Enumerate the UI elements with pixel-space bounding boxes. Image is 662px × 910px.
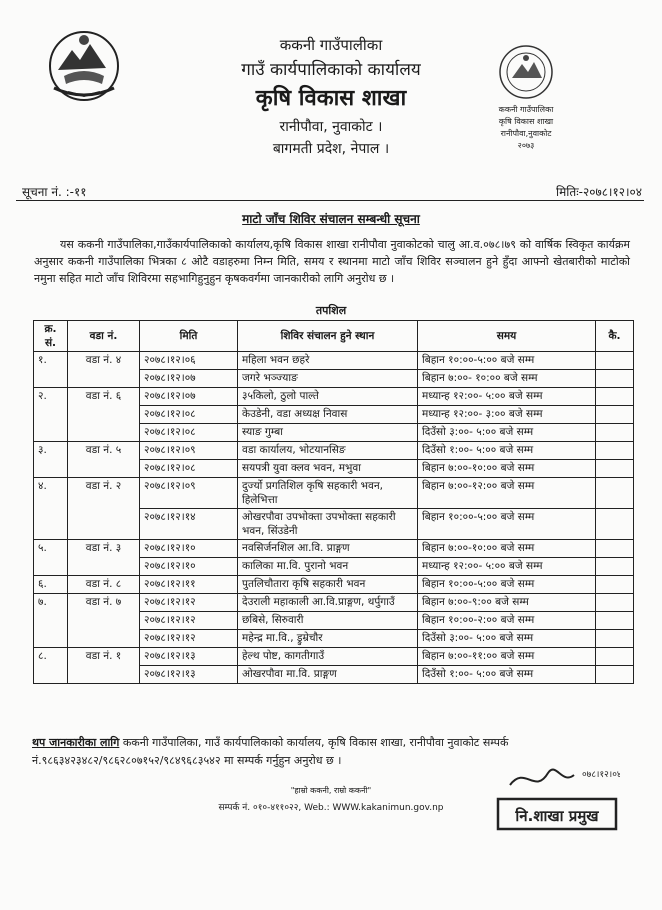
table-row	[34, 388, 634, 406]
cell-location: कालिका मा.वि. पुरानो भवन	[238, 558, 418, 576]
cell-date: २०७८।१२।१२	[140, 630, 238, 648]
cell-sn: ४.	[34, 478, 68, 540]
table-body	[34, 352, 634, 684]
seal-text-3: रानीपौवा,नुवाकोट	[500, 129, 552, 138]
header-date: मिति	[140, 321, 238, 352]
cell-time: बिहान १०:००-२:०० बजे सम्म	[418, 612, 596, 630]
cell-sn: ७.	[34, 594, 68, 648]
cell-remarks	[596, 460, 634, 478]
address-line: रानीपौवा, नुवाकोट ।	[279, 119, 383, 135]
cell-location: महेन्द्र मा.वि., ड्रुम्रेचौर	[238, 630, 418, 648]
cell-sn: ६.	[34, 576, 68, 594]
cell-time: बिहान १०:००-५:०० बजे सम्म	[418, 576, 596, 594]
cell-remarks	[596, 424, 634, 442]
cell-remarks	[596, 594, 634, 612]
cell-time: मध्यान्ह १२:००- ५:०० बजे सम्म	[418, 388, 596, 406]
cell-date: २०७८।१२।०७	[140, 370, 238, 388]
cell-date: २०७८।१२।११	[140, 576, 238, 594]
header-sn: क्र. सं.	[34, 321, 68, 352]
cell-date: २०७८।१२।०८	[140, 460, 238, 478]
cell-date: २०७८।१२।१२	[140, 612, 238, 630]
table-header-row	[34, 321, 634, 352]
table-row	[34, 576, 634, 594]
cell-location: जगरे भञ्ज्याङ	[238, 370, 418, 388]
cell-time: मध्यान्ह १२:००- ५:०० बजे सम्म	[418, 558, 596, 576]
cell-ward: वडा नं. २	[68, 478, 140, 540]
cell-remarks	[596, 388, 634, 406]
cell-remarks	[596, 509, 634, 540]
table-row	[34, 352, 634, 370]
cell-date: २०७८।१२।०९	[140, 478, 238, 509]
cell-location: छबिसे, सिरुवारी	[238, 612, 418, 630]
cell-ward: वडा नं. ५	[68, 442, 140, 478]
cell-location: केउडेनी, वडा अध्यक्ष निवास	[238, 406, 418, 424]
cell-location: ओखरपौवा उपभोक्ता उपभोक्ता सहकारी भवन, सिंउडेनी	[238, 509, 418, 540]
cell-remarks	[596, 478, 634, 509]
cell-remarks	[596, 648, 634, 666]
cell-time: बिहान ७:००- १०:०० बजे सम्म	[418, 370, 596, 388]
signature-title: नि.शाखा प्रमुख	[515, 807, 599, 825]
table-row	[34, 540, 634, 558]
cell-location: महिला भवन छहरे	[238, 352, 418, 370]
table-row	[34, 648, 634, 666]
notice-number: सूचना नं. :-११	[22, 185, 87, 199]
cell-location: ओखरपौवा मा.वि. प्राङ्गण	[238, 666, 418, 684]
municipality-name: ककनी गाउँपालीका	[279, 36, 383, 54]
cell-date: २०७८।१२।१२	[140, 594, 238, 612]
cell-time: बिहान १०:००-५:०० बजे सम्म	[418, 509, 596, 540]
cell-date: २०७८।१२।१३	[140, 648, 238, 666]
cell-time: बिहान ७:००-१२:०० बजे सम्म	[418, 478, 596, 509]
province-line: बागमती प्रदेश, नेपाल ।	[272, 141, 390, 157]
cell-time: दिउँसो १:००- ५:०० बजे सम्म	[418, 442, 596, 460]
cell-remarks	[596, 558, 634, 576]
cell-time: दिउँसो १:००- ५:०० बजे सम्म	[418, 666, 596, 684]
cell-date: २०७८।१२।०७	[140, 388, 238, 406]
cell-location: वडा कार्यालय, भोटयानसिङ	[238, 442, 418, 460]
cell-time: मध्यान्ह १२:००- ३:०० बजे सम्म	[418, 406, 596, 424]
cell-sn: ८.	[34, 648, 68, 684]
header-divider	[16, 200, 644, 201]
cell-location: देउराली महाकाली आ.वि.प्राङ्गण, थर्पुगाउँ	[238, 594, 418, 612]
header-ward: वडा नं.	[68, 321, 140, 352]
table-row	[34, 442, 634, 460]
notice-body: यस ककनी गाउँपालिका,गाउँकार्यपालिकाको कार्यालय,कृषि विकास शाखा रानीपौवा नुवाकोटको चालु आ.व.०७८।७९ को वार्षिक स्विकृत कार्यक्रम अनुसार ककनी गाउँपालिका भित्रका ८ ओटै वडाहरुमा निम्न मिति, समय र स्थानमा माटो जाँच शिविर सञ्चालन हुने हुँदा आफ्नो खेतबारीको माटोको नमुना सहित माटो जाँच शिविरमा सहभागिहुनुहुन कृषकवर्गमा जानकारीको लागि अनुरोध छ ।	[34, 238, 630, 285]
seal-year: २०७३	[517, 141, 535, 150]
cell-remarks	[596, 630, 634, 648]
cell-ward: वडा नं. ४	[68, 352, 140, 388]
cell-remarks	[596, 352, 634, 370]
cell-ward: वडा नं. ७	[68, 594, 140, 648]
cell-location: सयपत्री युवा क्लव भवन, मभुवा	[238, 460, 418, 478]
cell-location: स्याङ गुम्बा	[238, 424, 418, 442]
cell-sn: ३.	[34, 442, 68, 478]
footer-slogan: "हाम्रो ककनी, राम्रो ककनी"	[290, 786, 372, 795]
section-name: कृषि विकास शाखा	[255, 86, 407, 111]
cell-location: पुतलिचौतारा कृषि सहकारी भवन	[238, 576, 418, 594]
cell-time: बिहान ७:००-९:०० बजे सम्म	[418, 594, 596, 612]
cell-sn: ५.	[34, 540, 68, 576]
seal-text-2: कृषि विकास शाखा	[498, 117, 554, 126]
cell-location: दुर्ज्यो प्रगतिशिल कृषि सहकारी भवन, हिलेभित्ता	[238, 478, 418, 509]
seal-text-1: ककनी गाउँपालिका	[498, 105, 554, 114]
table-row	[34, 594, 634, 612]
cell-time: दिउँसो ३:००- ५:०० बजे सम्म	[418, 424, 596, 442]
cell-date: २०७८।१२।१०	[140, 540, 238, 558]
cell-remarks	[596, 442, 634, 460]
cell-ward: वडा नं. ६	[68, 388, 140, 442]
footer-contact: सम्पर्क नं. ०१०-४११०२२, Web.: WWW.kakanimun.gov.np	[218, 803, 444, 813]
cell-date: २०७८।१२।०६	[140, 352, 238, 370]
cell-ward: वडा नं. १	[68, 648, 140, 684]
cell-remarks	[596, 540, 634, 558]
cell-date: २०७८।१२।१३	[140, 666, 238, 684]
notice-subject: माटो जाँच शिविर संचालन सम्बन्धी सूचना	[242, 212, 420, 226]
cell-remarks	[596, 612, 634, 630]
cell-ward: वडा नं. ३	[68, 540, 140, 576]
cell-date: २०७८।१२।०८	[140, 406, 238, 424]
cell-date: २०७८।१२।१०	[140, 558, 238, 576]
header-location: शिविर संचालन हुने स्थान	[238, 321, 418, 352]
cell-time: बिहान ७:००-१०:०० बजे सम्म	[418, 460, 596, 478]
cell-remarks	[596, 666, 634, 684]
contact-lead: थप जानकारीका लागि	[32, 736, 120, 749]
cell-date: २०७८।१२।०८	[140, 424, 238, 442]
cell-remarks	[596, 370, 634, 388]
cell-ward: वडा नं. ८	[68, 576, 140, 594]
cell-time: बिहान १०:००-५:०० बजे सम्म	[418, 352, 596, 370]
header-time: समय	[418, 321, 596, 352]
header-remarks: कै.	[596, 321, 634, 352]
cell-location: नवसिर्जनशिल आ.वि. प्राङ्गण	[238, 540, 418, 558]
cell-sn: १.	[34, 352, 68, 388]
cell-sn: २.	[34, 388, 68, 442]
cell-time: बिहान ७:००-१०:०० बजे सम्म	[418, 540, 596, 558]
table-caption: तपशिल	[315, 304, 347, 317]
cell-location: हेल्थ पोष्ट, कागतीगाउँ	[238, 648, 418, 666]
cell-location: ३५किलो, ठुलो पाल्ते	[238, 388, 418, 406]
notice-date: मितिः-२०७८।१२।०४	[555, 185, 642, 199]
cell-date: २०७८।१२।०९	[140, 442, 238, 460]
cell-date: २०७८।१२।१४	[140, 509, 238, 540]
schedule-table	[33, 320, 634, 684]
signature-date: ०७८।१२।०४	[582, 770, 620, 780]
cell-remarks	[596, 576, 634, 594]
signature-stamp	[490, 755, 620, 845]
contact-text: ककनी गाउँपालिका, गाउँ कार्यपालिकाको कार्यालय, कृषि विकास शाखा, रानीपौवा नुवाकोट सम्पर्क नं.९८६३४२३४८२/९८६२८०७१५२/९८४९६८३५४२ मा सम्पर्क गर्नुहुन अनुरोध छ ।	[32, 736, 509, 767]
table-row	[34, 478, 634, 509]
cell-remarks	[596, 406, 634, 424]
cell-time: बिहान ७:००-११:०० बजे सम्म	[418, 648, 596, 666]
office-name: गाउँ कार्यपालिकाको कार्यालय	[241, 60, 421, 80]
office-seal	[478, 38, 574, 158]
cell-time: दिउँसो ३:००- ५:०० बजे सम्म	[418, 630, 596, 648]
